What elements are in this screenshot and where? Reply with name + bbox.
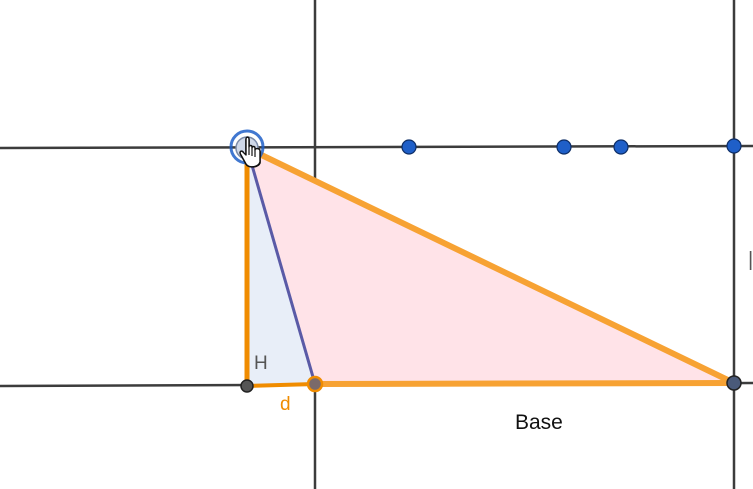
top-line-point-1[interactable] [402, 140, 416, 154]
edge-marker: | [748, 249, 753, 271]
offset-label: d [280, 394, 291, 415]
base-label: Base [515, 411, 563, 434]
top-line-point-2[interactable] [557, 140, 571, 154]
top-line-point-3[interactable] [614, 140, 628, 154]
offset-segment-d[interactable] [247, 384, 315, 386]
base-segment[interactable] [315, 383, 734, 384]
base-left-vertex[interactable] [308, 377, 322, 391]
height-label: H [254, 353, 268, 374]
foot-point[interactable] [241, 380, 253, 392]
top-line-point-4[interactable] [727, 139, 741, 153]
base-right-vertex[interactable] [727, 376, 741, 390]
